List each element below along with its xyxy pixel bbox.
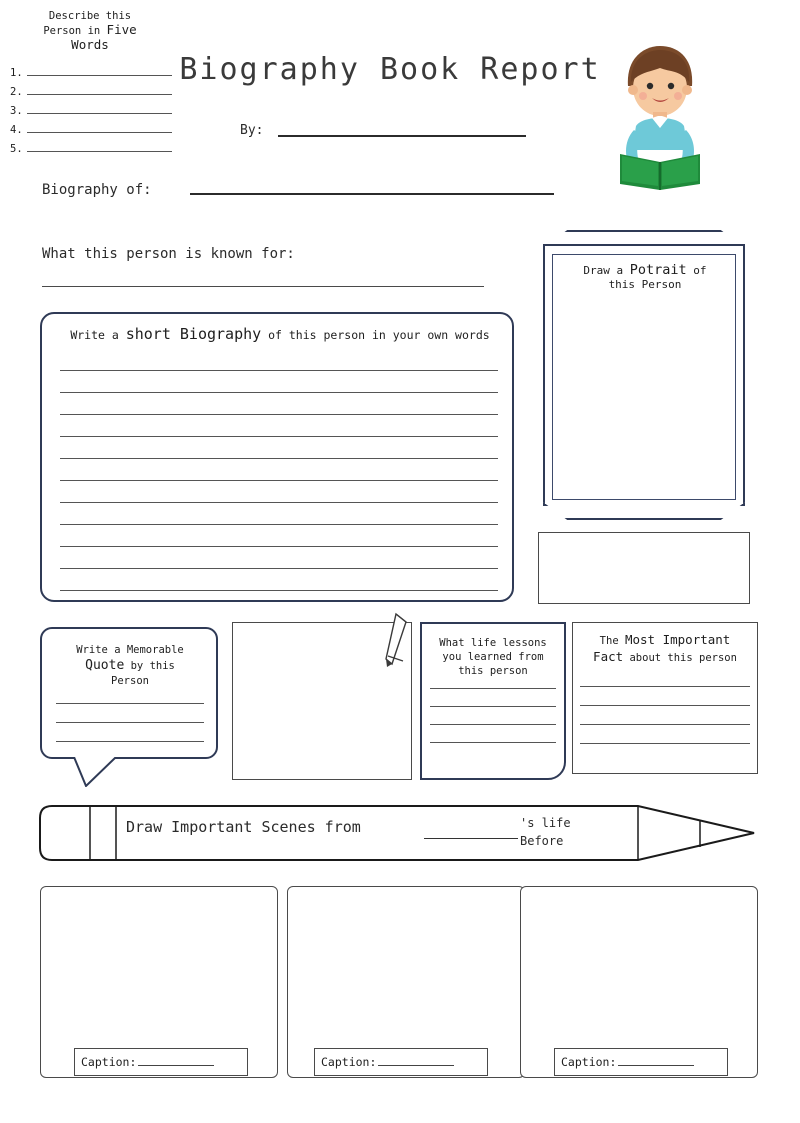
five-words-heading-line2-part1: Person in (43, 25, 107, 37)
scenes-banner-part1: Draw (126, 818, 172, 836)
write-line[interactable] (60, 370, 498, 371)
life-lessons-heading-line3: this person (458, 665, 528, 677)
write-line[interactable] (580, 743, 750, 744)
scenes-banner-suffix-line2: Before (520, 834, 564, 848)
list-item[interactable] (10, 81, 172, 98)
short-biography-heading (60, 326, 500, 343)
scenes-banner-emphasis: Important Scenes (171, 818, 316, 836)
list-item[interactable] (10, 62, 172, 79)
list-item[interactable] (10, 100, 172, 117)
byline-input[interactable] (278, 135, 526, 137)
scene-caption-3[interactable] (554, 1048, 728, 1076)
write-line[interactable] (56, 703, 204, 704)
life-lessons-lines[interactable] (430, 688, 556, 760)
portrait-heading (560, 263, 730, 292)
caption-input[interactable] (618, 1065, 694, 1066)
five-words-heading-line1: Describe this (48, 10, 132, 22)
five-words-list[interactable] (10, 62, 172, 157)
life-lessons-heading (424, 636, 562, 678)
quote-heading-line1-tail: by this (124, 660, 175, 672)
important-fact-heading-line2-tail: about this person (623, 652, 737, 664)
write-line[interactable] (56, 722, 204, 723)
scenes-banner-part2: from (315, 818, 361, 836)
portrait-heading-part2: of (686, 264, 707, 277)
write-line[interactable] (580, 724, 750, 725)
quote-heading-line2: Person (111, 675, 149, 687)
write-line[interactable] (27, 94, 172, 95)
portrait-notes-box[interactable] (538, 532, 750, 604)
important-fact-heading-part1: The (599, 635, 625, 647)
caption-input[interactable] (378, 1065, 454, 1066)
portrait-heading-part1: Draw a (583, 264, 630, 277)
pencil-icon (382, 612, 412, 670)
known-for-label: What this person is known for: (42, 246, 295, 262)
important-fact-heading-line2-emphasis: Fact (593, 649, 624, 664)
write-line[interactable] (27, 151, 172, 152)
portrait-heading-emphasis: Potrait (629, 262, 687, 278)
list-item-number: 3. (10, 105, 23, 117)
portrait-frame[interactable] (538, 230, 750, 522)
write-line[interactable] (60, 436, 498, 437)
write-line[interactable] (27, 132, 172, 133)
short-biography-lines[interactable] (60, 370, 498, 612)
write-line[interactable] (27, 75, 172, 76)
short-biography-box[interactable] (40, 312, 514, 602)
important-fact-heading (578, 632, 752, 666)
five-words-heading (10, 9, 170, 53)
scenes-banner-text (126, 818, 361, 836)
write-line[interactable] (56, 741, 204, 742)
list-item[interactable] (10, 119, 172, 136)
biography-of-label: Biography of: (42, 182, 152, 198)
write-line[interactable] (430, 724, 556, 725)
portrait-frame-bottom-flap (543, 502, 745, 520)
write-line[interactable] (60, 546, 498, 547)
write-line[interactable] (580, 705, 750, 706)
life-lessons-heading-line2: you learned from (442, 651, 544, 663)
list-item-number: 5. (10, 143, 23, 155)
five-words-heading-line3-emphasis: Words (71, 37, 109, 52)
scenes-banner-suffix-line1: 's life (520, 816, 571, 830)
important-fact-heading-emphasis: Most Important (624, 632, 731, 647)
write-line[interactable] (60, 502, 498, 503)
scenes-banner-suffix (520, 814, 571, 850)
quote-heading-line1: Write a Memorable (76, 644, 184, 656)
list-item-number: 2. (10, 86, 23, 98)
list-item-number: 1. (10, 67, 23, 79)
speech-bubble-tail (72, 757, 118, 787)
biography-of-input[interactable] (190, 193, 554, 195)
short-biography-heading-part2: of this person in your own words (261, 328, 490, 342)
caption-label: Caption: (81, 1055, 137, 1069)
write-line[interactable] (60, 414, 498, 415)
byline-label: By: (240, 123, 264, 138)
list-item[interactable] (10, 138, 172, 155)
scenes-banner-name-input[interactable] (424, 838, 518, 839)
short-biography-heading-part1: Write a (70, 328, 126, 342)
write-line[interactable] (60, 568, 498, 569)
caption-input[interactable] (138, 1065, 214, 1066)
caption-label: Caption: (321, 1055, 377, 1069)
known-for-input[interactable] (42, 286, 484, 287)
life-lessons-heading-line1: What life lessons (439, 637, 547, 649)
short-biography-heading-emphasis: short Biography (125, 325, 262, 343)
memorable-quote-box[interactable] (40, 627, 218, 759)
write-line[interactable] (60, 590, 498, 591)
memorable-quote-lines[interactable] (56, 703, 204, 760)
scene-caption-2[interactable] (314, 1048, 488, 1076)
write-line[interactable] (27, 113, 172, 114)
write-line[interactable] (60, 480, 498, 481)
list-item-number: 4. (10, 124, 23, 136)
five-words-heading-line2-emphasis: Five (106, 22, 137, 37)
boy-reading-illustration (600, 42, 720, 190)
memorable-quote-heading (50, 643, 210, 689)
quote-heading-emphasis: Quote (85, 658, 125, 673)
write-line[interactable] (60, 524, 498, 525)
write-line[interactable] (430, 706, 556, 707)
write-line[interactable] (430, 742, 556, 743)
write-line[interactable] (60, 458, 498, 459)
write-line[interactable] (60, 392, 498, 393)
caption-label: Caption: (561, 1055, 617, 1069)
write-line[interactable] (580, 686, 750, 687)
write-line[interactable] (430, 688, 556, 689)
scene-caption-1[interactable] (74, 1048, 248, 1076)
page-title: Biography Book Report (179, 52, 601, 87)
important-fact-lines[interactable] (580, 686, 750, 762)
portrait-heading-line2: this Person (608, 278, 682, 291)
